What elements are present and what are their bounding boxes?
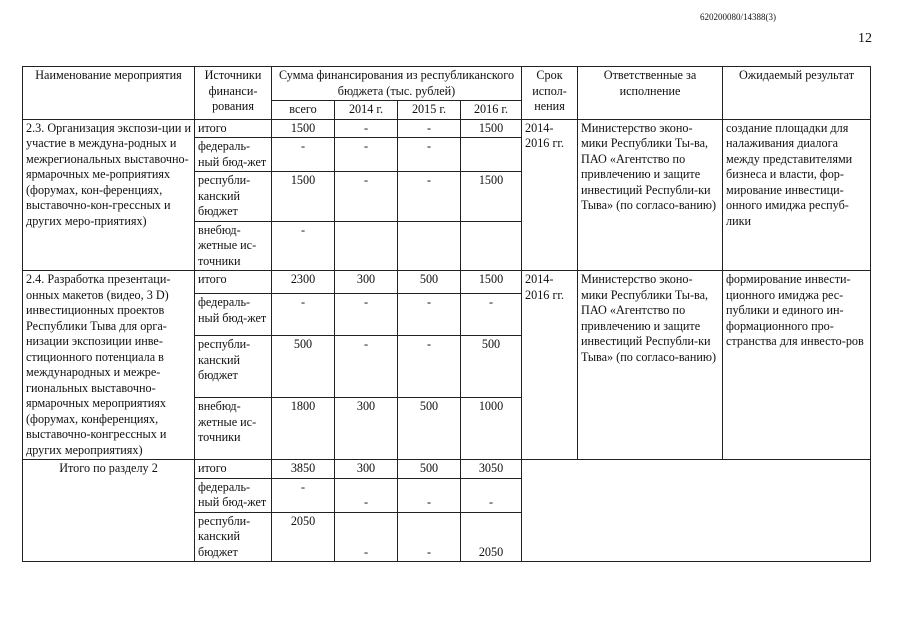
section-total-label: Итого по разделу 2 — [23, 460, 195, 562]
year-2016-cell — [461, 221, 522, 271]
source-cell: итого — [195, 460, 272, 479]
header-total: всего — [272, 101, 335, 120]
header-sum: Сумма финансирования из республиканского бюджета (тыс. рублей) — [272, 67, 522, 101]
year-2015-cell: - — [398, 294, 461, 336]
year-2015-cell: - — [398, 336, 461, 398]
source-cell: итого — [195, 119, 272, 138]
year-2016-cell — [461, 138, 522, 172]
total-cell: - — [272, 221, 335, 271]
header-result: Ожидаемый результат — [723, 67, 871, 120]
total-cell: 1800 — [272, 398, 335, 460]
source-cell: федераль-ный бюд-жет — [195, 138, 272, 172]
event-name: 2.4. Разработка презентаци-онных макетов (видео, 3 D) инвестиционных проектов Республики Тыва для орга-низации экспозиции инве-стиционного потенциала в международных и межре-гиональных выставочно-ярмарочных мероприятиях (форумах, конференциях, выставочно-конгрессных и других мероприятиях) — [23, 271, 195, 460]
year-2016-cell: 1000 — [461, 398, 522, 460]
table-row — [23, 271, 871, 294]
year-2016-cell: 1500 — [461, 172, 522, 222]
year-2016-cell: 2050 — [461, 512, 522, 562]
year-2014-cell: - — [335, 138, 398, 172]
year-2014-cell: 300 — [335, 460, 398, 479]
source-cell: внебюд-жетные ис-точники — [195, 398, 272, 460]
year-2014-cell: - — [335, 119, 398, 138]
term-cell: 2014-2016 гг. — [522, 271, 578, 460]
year-2014-cell: - — [335, 336, 398, 398]
term-cell: 2014-2016 гг. — [522, 119, 578, 271]
year-2016-cell: 1500 — [461, 271, 522, 294]
header-name: Наименование мероприятия — [23, 67, 195, 120]
source-cell: федераль-ный бюд-жет — [195, 294, 272, 336]
year-2016-cell: 3050 — [461, 460, 522, 479]
event-name: 2.3. Организация экспози-ции и участие в междуна-родных и межрегиональных выставочно-ярмарочных ме-роприятиях (форумах, кон-ференциях, выставочно-кон-грессных и других меро-приятиях) — [23, 119, 195, 271]
year-2015-cell: - — [398, 172, 461, 222]
year-2014-cell: - — [335, 294, 398, 336]
year-2014-cell: - — [335, 478, 398, 512]
header-sources: Источники финанси-рования — [195, 67, 272, 120]
year-2015-cell: - — [398, 138, 461, 172]
page-number: 12 — [858, 31, 872, 46]
year-2016-cell: - — [461, 294, 522, 336]
year-2015-cell: - — [398, 478, 461, 512]
year-2015-cell — [398, 221, 461, 271]
header-2016: 2016 г. — [461, 101, 522, 120]
responsible-cell: Министерство эконо-мики Республики Ты-ва, ПАО «Агентство по привлечению и защите инвестиций Республи-ки Тыва» (по согласо-ванию) — [578, 119, 723, 271]
header-responsible: Ответственные за исполнение — [578, 67, 723, 120]
table-row — [23, 119, 871, 138]
total-cell: - — [272, 294, 335, 336]
source-cell: республи-канский бюджет — [195, 336, 272, 398]
result-cell: создание площадки для налаживания диалога между представителями бизнеса и власти, фор-мирование инвестици-онного имиджа респуб-лики — [723, 119, 871, 271]
year-2015-cell: 500 — [398, 398, 461, 460]
year-2015-cell: - — [398, 512, 461, 562]
result-cell: формирование инвести-ционного имиджа рес-публики и единого ин-формационного про-странства для инвесто-ров — [723, 271, 871, 460]
header-2014: 2014 г. — [335, 101, 398, 120]
total-cell: 1500 — [272, 172, 335, 222]
table-row — [23, 460, 871, 479]
document-id: 620200080/14388(3) — [700, 12, 776, 22]
header-term: Срок испол-нения — [522, 67, 578, 120]
source-cell: республи-канский бюджет — [195, 512, 272, 562]
year-2015-cell: 500 — [398, 460, 461, 479]
year-2016-cell: 500 — [461, 336, 522, 398]
year-2014-cell: 300 — [335, 271, 398, 294]
total-cell: 500 — [272, 336, 335, 398]
responsible-cell: Министерство эконо-мики Республики Ты-ва, ПАО «Агентство по привлечению и защите инвестиций Республи-ки Тыва» (по согласо-ванию) — [578, 271, 723, 460]
source-cell: внебюд-жетные ис-точники — [195, 221, 272, 271]
total-cell: 2300 — [272, 271, 335, 294]
source-cell: итого — [195, 271, 272, 294]
source-cell: республи-канский бюджет — [195, 172, 272, 222]
header-2015: 2015 г. — [398, 101, 461, 120]
total-cell: - — [272, 478, 335, 512]
total-cell: 2050 — [272, 512, 335, 562]
year-2014-cell: - — [335, 512, 398, 562]
source-cell: федераль-ный бюд-жет — [195, 478, 272, 512]
year-2014-cell — [335, 221, 398, 271]
year-2014-cell: 300 — [335, 398, 398, 460]
year-2014-cell: - — [335, 172, 398, 222]
year-2015-cell: - — [398, 119, 461, 138]
total-cell: 1500 — [272, 119, 335, 138]
empty-cell — [522, 460, 871, 562]
year-2015-cell: 500 — [398, 271, 461, 294]
total-cell: 3850 — [272, 460, 335, 479]
year-2016-cell: - — [461, 478, 522, 512]
year-2016-cell: 1500 — [461, 119, 522, 138]
total-cell: - — [272, 138, 335, 172]
financing-table — [22, 66, 871, 562]
